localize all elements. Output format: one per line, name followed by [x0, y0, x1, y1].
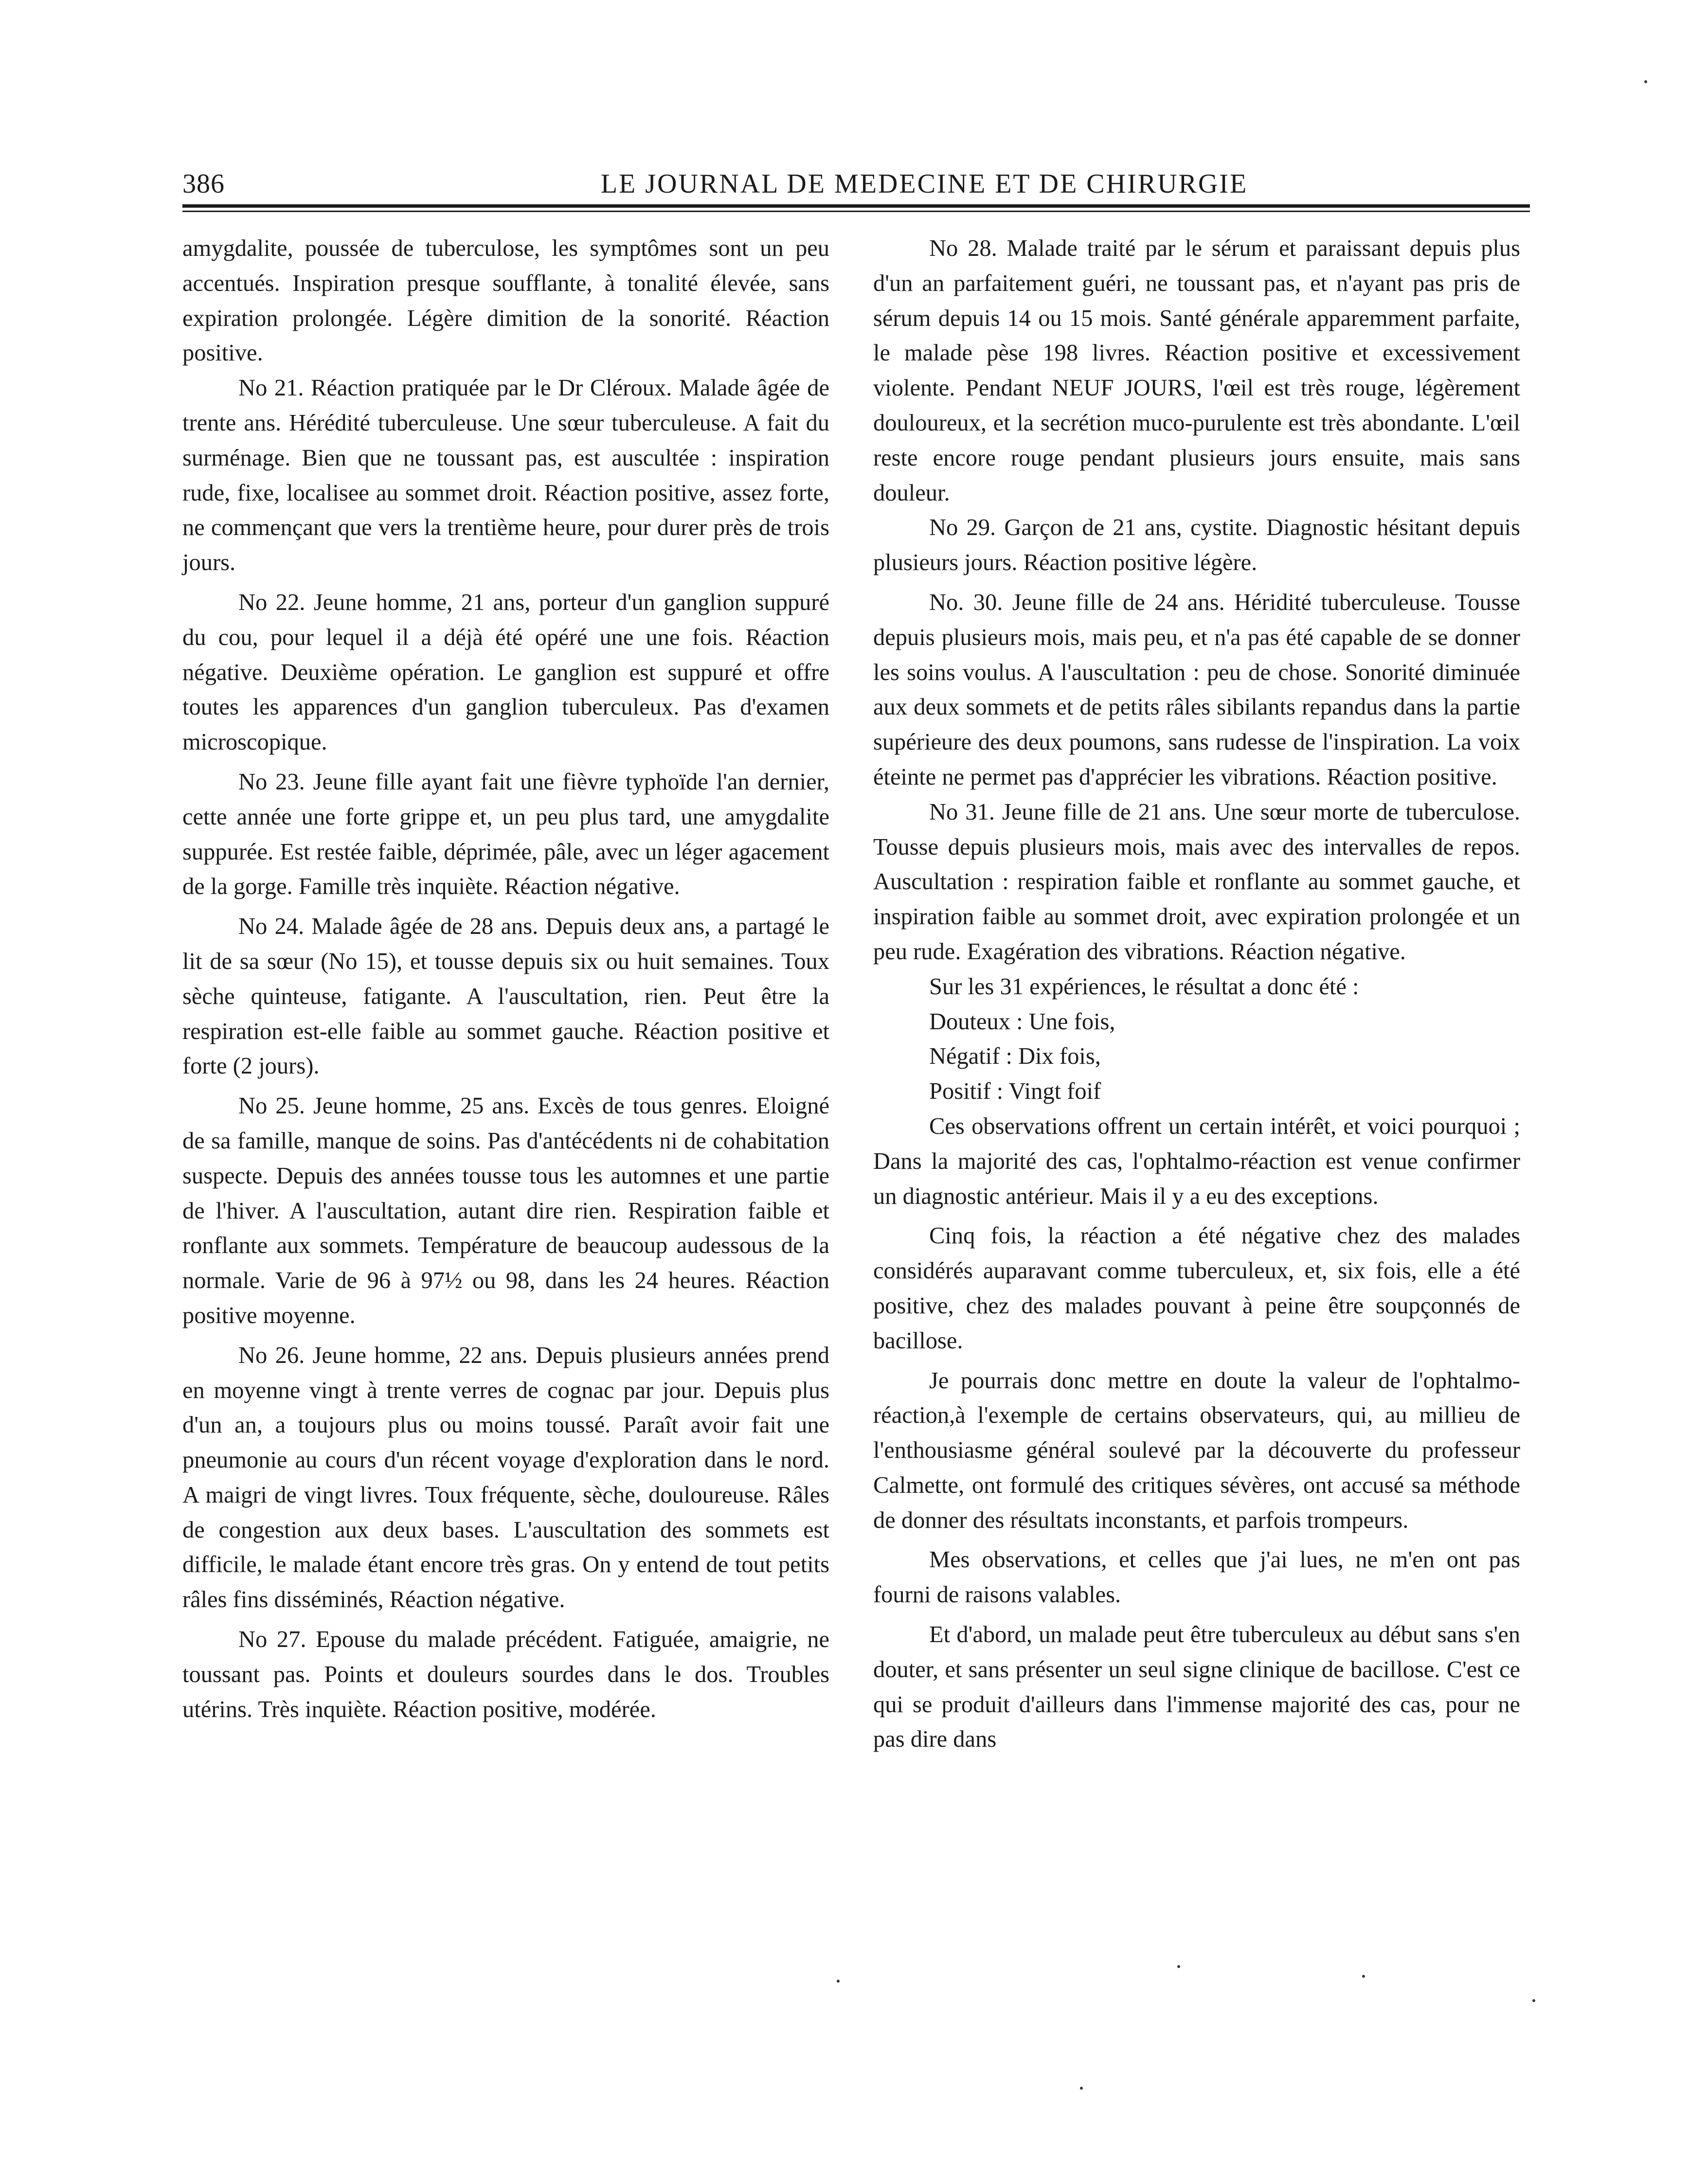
scan-speck	[1644, 80, 1647, 83]
paragraph-observations: Ces observations offrent un certain intérêt, et voici pourquoi ; Dans la majorité des cas, l'ophtalmo-réaction est venue confirmer un diagnostic antérieur. Mais il y a eu des exceptions.	[873, 1113, 1520, 1209]
scan-speck	[1362, 1975, 1365, 1978]
case-30: No. 30. Jeune fille de 24 ans. Héridité tuberculeuse. Tousse depuis plusieurs mois, mais peu, et n'a pas été capable de se donner les soins voulus. A l'auscultation : peu de chose. Sonorité diminuée aux deux sommets et de petits râles sibilants repandus dans la partie supérieure des deux poumons, sans rudesse de l'inspiration. La voix éteinte ne permet pas d'apprécier les vibrations. Réaction positive.	[873, 589, 1520, 790]
left-column	[182, 231, 829, 1727]
page-number: 386	[182, 169, 225, 199]
scan-speck	[1177, 1965, 1180, 1968]
case-26: No 26. Jeune homme, 22 ans. Depuis plusieurs années prend en moyenne vingt à trente verres de cognac par jour. Depuis plus d'un an, a toujours plus ou moins toussé. Paraît avoir fait une pneumonie au cours d'un récent voyage d'exploration dans le nord. A maigri de vingt livres. Toux fréquente, sèche, douloureuse. Râles de congestion aux deux bases. L'auscultation des sommets est difficile, le malade étant encore très gras. On y entend de tout petits râles fins disséminés, Réaction négative.	[182, 1342, 829, 1613]
case-31: No 31. Jeune fille de 21 ans. Une sœur morte de tuberculose. Tousse depuis plusieurs mois, mais avec des intervalles de repos. Auscultation : respiration faible et ronflante au sommet gauche, et inspiration faible au sommet droit, avec expiration prolongée et un peu rude. Exagération des vibrations. Réaction négative.	[873, 799, 1520, 965]
scan-speck	[1532, 1999, 1535, 2002]
right-column	[873, 231, 1520, 1757]
case-23: No 23. Jeune fille ayant fait une fièvre typhoïde l'an dernier, cette année une forte grippe et, un peu plus tard, une amygdalite suppurée. Est restée faible, déprimée, pâle, avec un léger agacement de la gorge. Famille très inquiète. Réaction négative.	[182, 769, 829, 900]
paragraph-reasons: Mes observations, et celles que j'ai lues, ne m'en ont pas fourni de raisons valables.	[873, 1547, 1520, 1608]
case-25: No 25. Jeune homme, 25 ans. Excès de tous genres. Eloigné de sa famille, manque de soins. Pas d'antécédents ni de cohabitation suspecte. Depuis des années tousse tous les automnes et une partie de l'hiver. A l'auscultation, autant dire rien. Respiration faible et ronflante aux sommets. Température de beaucoup audessous de la normale. Varie de 96 à 97½ ou 98, dans les 24 heures. Réaction positive moyenne.	[182, 1093, 829, 1328]
summary-negative: Négatif : Dix fois,	[929, 1043, 1101, 1070]
case-28: No 28. Malade traité par le sérum et paraissant depuis plus d'un an parfaitement guéri, ne toussant pas, et n'ayant pas pris de sérum depuis 14 ou 15 mois. Santé générale apparemment parfaite, le malade pèse 198 livres. Réaction positive et excessivement violente. Pendant NEUF JOURS, l'œil est très rouge, légèrement douloureux, et la secrétion muco-purulente est très abondante. L'œil reste encore rouge pendant plusieurs jours ensuite, mais sans douleur.	[873, 235, 1520, 506]
paragraph-continuation: amygdalite, poussée de tuberculose, les symptômes sont un peu accentués. Inspiration presque soufflante, à tonalité élevée, sans expiration prolongée. Légère dimition de la sonorité. Réaction positive.	[182, 235, 829, 366]
summary-doubtful: Douteux : Une fois,	[929, 1008, 1115, 1035]
scan-speck	[837, 1980, 840, 1983]
case-22: No 22. Jeune homme, 21 ans, porteur d'un ganglion suppuré du cou, pour lequel il a déjà été opéré une une fois. Réaction négative. Deuxième opération. Le ganglion est suppuré et offre toutes les apparences d'un ganglion tuberculeux. Pas d'examen microscopique.	[182, 589, 829, 755]
case-29: No 29. Garçon de 21 ans, cystite. Diagnostic hésitant depuis plusieurs jours. Réaction positive légère.	[873, 515, 1520, 576]
page-header	[182, 164, 1530, 203]
header-rule-thick	[182, 204, 1530, 208]
summary-positive: Positif : Vingt foif	[929, 1078, 1101, 1105]
summary-intro: Sur les 31 expériences, le résultat a donc été :	[929, 973, 1359, 1000]
case-27: No 27. Epouse du malade précédent. Fatiguée, amaigrie, ne toussant pas. Points et douleurs sourdes dans le dos. Troubles utérins. Très inquiète. Réaction positive, modérée.	[182, 1627, 829, 1722]
paragraph-first-point: Et d'abord, un malade peut être tuberculeux au début sans s'en douter, et sans présenter un seul signe clinique de bacillose. C'est ce qui se produit d'ailleurs dans l'immense majorité des cas, pour ne pas dire dans	[873, 1622, 1520, 1753]
paragraph-doubt: Je pourrais donc mettre en doute la valeur de l'ophtalmo-réaction,à l'exemple de certains observateurs, qui, au millieu de l'enthousiasme général soulevé par la découverte du professeur Calmette, ont formulé des critiques sévères, ont accusé sa méthode de donner des résultats inconstants, et parfois trompeurs.	[873, 1367, 1520, 1533]
header-rule-thin	[182, 211, 1530, 212]
running-title: LE JOURNAL DE MEDECINE ET DE CHIRURGIE	[600, 169, 1248, 199]
paragraph-exceptions: Cinq fois, la réaction a été négative chez des malades considérés auparavant comme tuberculeux, et, six fois, elle a été positive, chez des malades pouvant à peine être soupçonnés de bacillose.	[873, 1223, 1520, 1354]
scan-speck	[1080, 2087, 1083, 2090]
case-24: No 24. Malade âgée de 28 ans. Depuis deux ans, a partagé le lit de sa sœur (No 15), et tousse depuis six ou huit semaines. Toux sèche quinteuse, fatigante. A l'auscultation, rien. Peut être la respiration est-elle faible au sommet gauche. Réaction positive et forte (2 jours).	[182, 913, 829, 1079]
case-21: No 21. Réaction pratiquée par le Dr Cléroux. Malade âgée de trente ans. Hérédité tuberculeuse. Une sœur tuberculeuse. A fait du surménage. Bien que ne toussant pas, est auscultée : inspiration rude, fixe, localisee au sommet droit. Réaction positive, assez forte, ne commençant que vers la trentième heure, pour durer près de trois jours.	[182, 375, 829, 576]
